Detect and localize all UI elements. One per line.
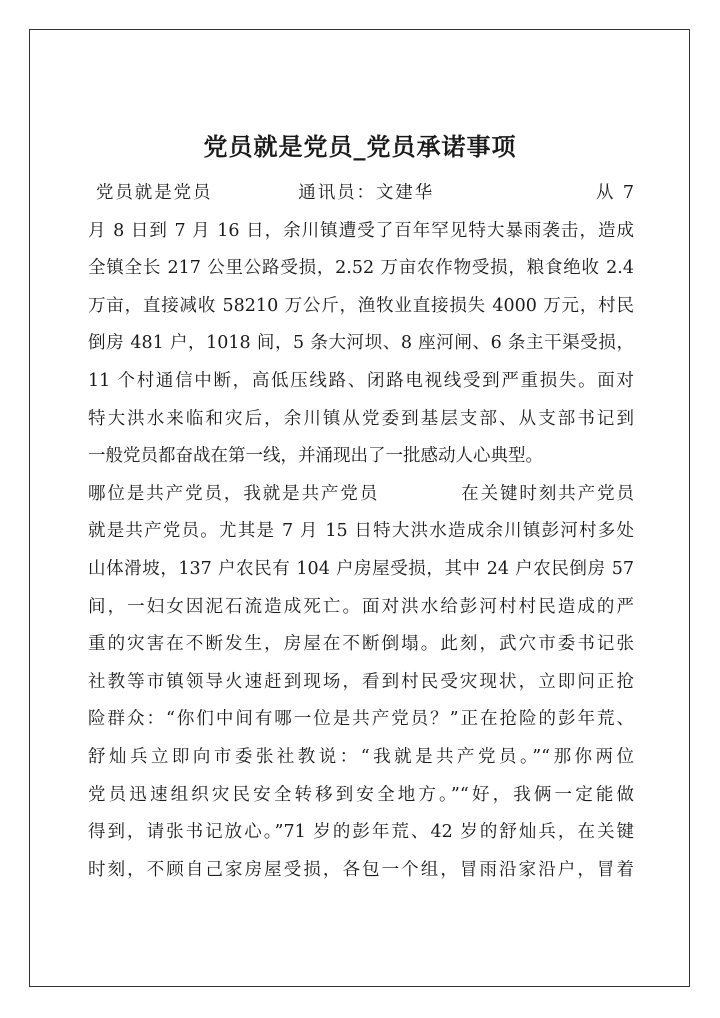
section-heading: 哪位是共产党员，我就是共产党员 xyxy=(88,483,380,504)
article-line-13: 重的灾害在不断发生，房屋在不断倒塌。此刻，武穴市委书记张 xyxy=(88,634,634,655)
article-author: 通讯员：文建华 xyxy=(296,183,435,203)
article-body xyxy=(88,177,634,891)
article-line-14: 社教等市镇领导火速赶到现场，看到村民受灾现状，立即问正抢 xyxy=(88,671,634,692)
article-line-1-tail: 从 7 xyxy=(594,183,635,203)
document-title: 党员就是党员_党员承诺事项 xyxy=(203,132,517,162)
article-line-9-tail: 在关键时刻共产党员 xyxy=(459,483,634,504)
article-line-15: 险群众：“你们中间有哪一位是共产党员？”正在抢险的彭年荒、 xyxy=(88,709,634,730)
article-line-8: 一般党员都奋战在第一线，并涌现出了一批感动人心典型。 xyxy=(88,446,543,467)
article-line-10: 就是共产党员。尤其是 7 月 15 日特大洪水造成余川镇彭河村多处 xyxy=(88,521,634,542)
article-line-11: 山体滑坡，137 户农民有 104 户房屋受损，其中 24 户农民倒房 57 xyxy=(88,558,634,579)
article-line-18: 得到，请张书记放心。”71 岁的彭年荒、42 岁的舒灿兵，在关键 xyxy=(88,822,634,843)
article-line-19: 时刻，不顾自己家房屋受损，各包一个组，冒雨沿家沿户，冒着 xyxy=(88,859,634,880)
article-line-5: 倒房 481 户，1018 间，5 条大河坝、8 座河闸、6 条主干渠受损， xyxy=(88,333,634,354)
article-line-12: 间，一妇女因泥石流造成死亡。面对洪水给彭河村村民造成的严 xyxy=(88,596,634,617)
article-line-1 xyxy=(88,177,634,215)
article-line-4: 万亩，直接减收 58210 万公斤，渔牧业直接损失 4000 万元，村民 xyxy=(88,295,634,316)
article-line-17: 党员迅速组织灾民安全转移到安全地方。”“好，我俩一定能做 xyxy=(88,784,634,805)
article-line-6: 11 个村通信中断，高低压线路、闭路电视线受到严重损失。面对 xyxy=(88,370,634,391)
article-line-7: 特大洪水来临和灾后，余川镇从党委到基层支部、从支部书记到 xyxy=(88,408,634,429)
article-line-2: 月 8 日到 7 月 16 日，余川镇遭受了百年罕见特大暴雨袭击，造成 xyxy=(88,220,634,241)
article-heading: 党员就是党员 xyxy=(96,183,213,203)
article-line-16: 舒灿兵立即向市委张社教说：“我就是共产党员。”“那你两位 xyxy=(88,746,634,767)
article-line-9 xyxy=(88,478,634,516)
article-line-3: 全镇全长 217 公里公路受损，2.52 万亩农作物受损，粮食绝收 2.4 xyxy=(88,258,634,279)
